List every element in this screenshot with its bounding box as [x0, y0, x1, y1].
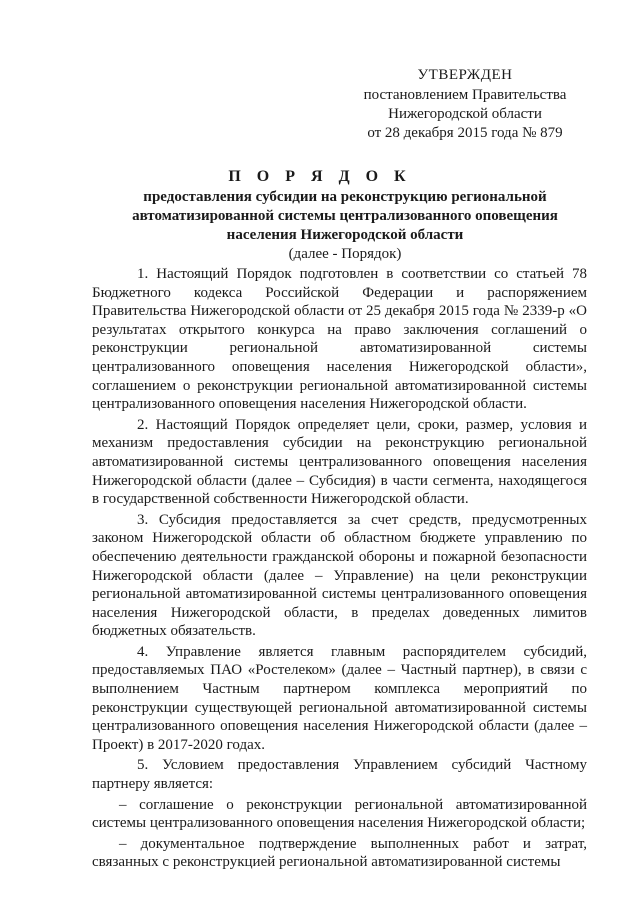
paragraph-3: 3. Субсидия предоставляется за счет средств, предусмотренных законом Нижегородской области об областном бюджете управлению по обеспечению деятельности гражданской обороны и пожарной безопасности Нижегородской области (далее – Управление) на цели реконструкции региональной автоматизированной системы централизованного оповещения населения Нижегородской области, в пределах доведенных лимитов бюджетных обязательств.: [92, 511, 587, 640]
subtitle-line-2: автоматизированной системы централизованного оповещения: [132, 208, 558, 224]
approval-line-2: Нижегородской области: [388, 106, 542, 122]
paragraph-5: 5. Условием предоставления Управлением субсидий Частному партнеру является:: [92, 757, 587, 793]
document-subtitle: [95, 188, 595, 264]
paragraph-4: 4. Управление является главным распорядителем субсидий, предоставляемых ПАО «Ростелеком» (далее – Частный партнер), в связи с выполнением Частным партнером комплекса мероприятий по реконструкции существующей региональной автоматизированной системы централизованного оповещения населения Нижегородской области (далее – Проект) в 2017-2020 годах.: [92, 643, 587, 753]
list-item: – документальное подтверждение выполненных работ и затрат, связанных с реконструкцией региональной автоматизированной системы: [92, 835, 587, 871]
approval-block: [355, 66, 575, 143]
paragraph-2: 2. Настоящий Порядок определяет цели, сроки, размер, условия и механизм предоставления субсидии на реконструкцию региональной автоматизированной системы централизованного оповещения населения Нижегородской области (далее – Субсидия) в части сегмента, находящегося в государственной собственности Нижегородской области.: [92, 416, 587, 508]
list-item: – соглашение о реконструкции региональной автоматизированной системы централизованного оповещения населения Нижегородской области;: [92, 796, 587, 832]
approval-line-1: постановлением Правительства: [363, 87, 567, 103]
approval-heading: УТВЕРЖДЕН: [417, 67, 513, 83]
subtitle-note: (далее - Порядок): [288, 246, 402, 262]
approval-line-3: от 28 декабря 2015 года № 879: [367, 125, 563, 141]
subtitle-line-3: населения Нижегородской области: [226, 227, 464, 243]
subtitle-line-1: предоставления субсидии на реконструкцию региональной: [143, 189, 547, 205]
document-title: П О Р Я Д О К: [228, 168, 412, 185]
document-body: [92, 265, 587, 874]
paragraph-1: 1. Настоящий Порядок подготовлен в соответствии со статьей 78 Бюджетного кодекса Российской Федерации и распоряжением Правительства Нижегородской области от 25 декабря 2015 года № 2339-р «О результатах открытого конкурса на право заключения соглашений о реконструкции региональной автоматизированной системы централизованного оповещения населения Нижегородской области», соглашением о реконструкции региональной автоматизированной системы централизованного оповещения населения Нижегородской области.: [92, 266, 587, 413]
